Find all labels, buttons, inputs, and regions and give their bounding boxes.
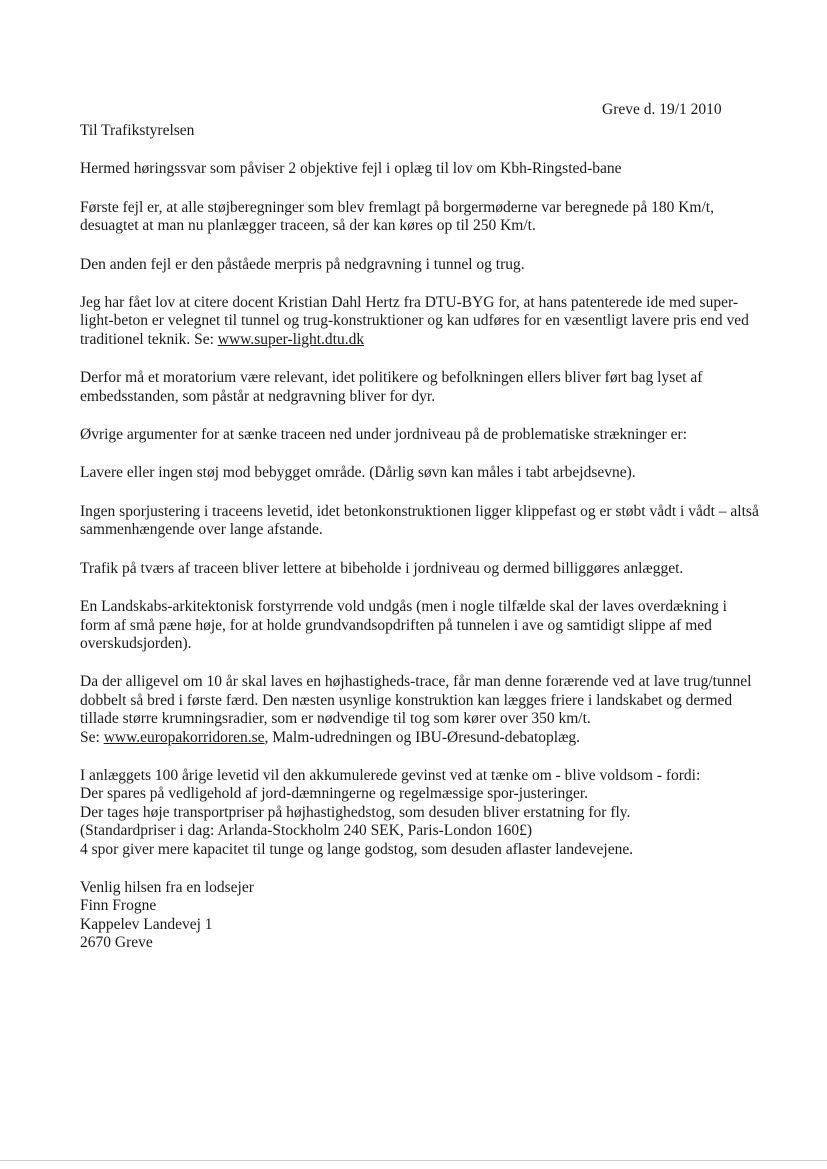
benefit-capacity: 4 spor giver mere kapacitet til tunge og lange godstog, som desuden aflaster landevejene. — [80, 840, 634, 858]
citation-text: Jeg har fået lov at citere docent Kristian Dahl Hertz fra DTU-BYG for, at hans patenterede ide med super-light-beton er velegnet til tunnel og trug-konstruktioner og kan udføres for en væsentligt lavere pris end ved traditionel teknik. Se: — [80, 294, 749, 348]
paragraph-moratorium: Derfor må et moratorium være relevant, idet politikere og befolkningen ellers bliver ført bag lyset af embedsstanden, som påstår at nedgravning bliver for dyr. — [80, 369, 703, 405]
letter-body — [80, 122, 760, 953]
signature-greeting: Venlig hilsen fra en lodsejer — [80, 878, 254, 896]
paragraph-traffic: Trafik på tværs af traceen bliver lettere at bibeholde i jordniveau og dermed billiggøres anlægget. — [80, 559, 684, 577]
paragraph-first-error: Første fejl er, at alle støjberegninger som blev fremlagt på borgermøderne var beregnede på 180 Km/t, desuagtet at man nu planlægger traceen, så der kan køres op til 250 Km/t. — [80, 198, 714, 235]
benefit-standard-prices: (Standardpriser i dag: Arlanda-Stockholm 240 SEK, Paris-London 160£) — [80, 822, 533, 840]
see-prefix: Se: — [80, 728, 104, 746]
paragraph-arguments: Øvrige argumenter for at sænke traceen ned under jordniveau på de problematiske strækninger er: — [80, 426, 688, 444]
benefit-prices: Der tages høje transportpriser på højhastighedstog, som desuden bliver erstatning for fly. — [80, 803, 631, 821]
paragraph-lifetime: I anlæggets 100 årige levetid vil den akkumulerede gevinst ved at tænke om - blive voldsom - fordi: — [80, 766, 701, 784]
europakorridoren-link[interactable]: www.europakorridoren.se — [103, 728, 265, 746]
signature-city: 2670 Greve — [80, 934, 153, 952]
paragraph-intro: Hermed høringssvar som påviser 2 objektive fejl i oplæg til lov om Kbh-Ringsted-bane — [80, 160, 622, 178]
paragraph-landscape: En Landskabs-arkitektonisk forstyrrende vold undgås (men i nogle tilfælde skal der laves overdækning i form af små pæne høje, for at holde grundvandsopdriften på tunnelen i ave og samtidigt slippe af med overskudsjorden). — [80, 598, 727, 652]
paragraph-noise: Lavere eller ingen støj mod bebygget område. (Dårlig søvn kan måles i tabt arbejdsevne). — [80, 464, 636, 482]
paragraph-high-speed: Da der alligevel om 10 år skal laves en højhastigheds-trace, får man denne forærende ved at lave trug/tunnel dobbelt så bred i første færd. Den næsten usynlige konstruktion kan lægges friere i landskabet og dermed tillade større krumningsradier, som er nødvendige til tog som kører over 350 km/t. — [80, 673, 752, 728]
recipient: Til Trafikstyrelsen — [80, 122, 195, 139]
paragraph-see-also — [80, 729, 760, 747]
paragraph-second-error: Den anden fejl er den påståede merpris på nedgravning i tunnel og trug. — [80, 255, 525, 273]
paragraph-citation — [80, 294, 760, 349]
signature-street: Kappelev Landevej 1 — [80, 915, 213, 933]
paragraph-track: Ingen sporjustering i traceens levetid, idet betonkonstruktionen ligger klippefast og er støbt vådt i vådt – altså sammenhængende over lange afstande. — [80, 502, 759, 539]
see-suffix: , Malm-udredningen og IBU-Øresund-debatoplæg. — [264, 728, 581, 746]
benefit-maintenance: Der spares på vedligehold af jord-dæmningerne og regelmæssige spor-justeringer. — [80, 785, 589, 803]
signature-name: Finn Frogne — [80, 897, 157, 915]
letter-date: Greve d. 19/1 2010 — [602, 101, 722, 118]
scan-edge-line — [0, 1160, 827, 1161]
super-light-link[interactable]: www.super-light.dtu.dk — [217, 330, 365, 348]
